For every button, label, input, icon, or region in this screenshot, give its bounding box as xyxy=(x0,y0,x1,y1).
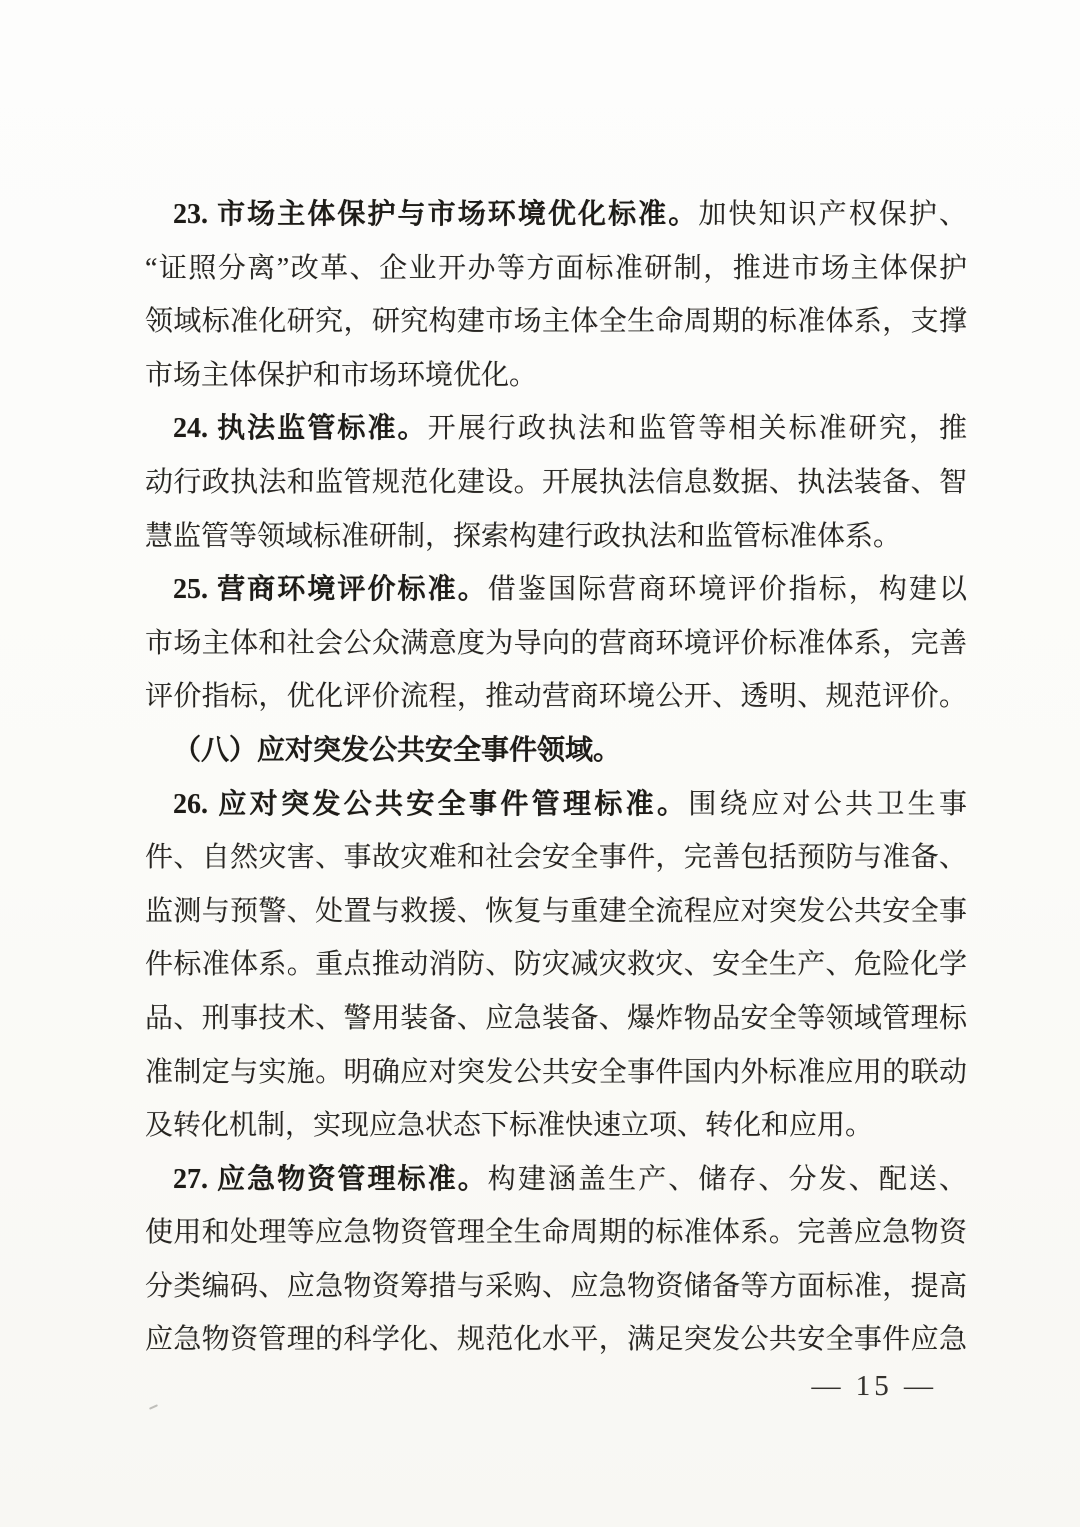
paragraph-text: 品、刑事技术、警用装备、应急装备、爆炸物品安全等领域管理标 xyxy=(145,1002,967,1034)
paragraph-text: “证照分离”改革、企业开办等方面标准研制，推进市场主体保护 xyxy=(145,252,967,284)
paragraph-text: 准制定与实施。明确应对突发公共安全事件国内外标准应用的联动 xyxy=(145,1056,967,1088)
paragraph-text: 市场主体保护和市场环境优化。 xyxy=(145,359,538,391)
paragraph-item-24 xyxy=(145,402,967,563)
paragraph-text: 动行政执法和监管规范化建设。开展执法信息数据、执法装备、智 xyxy=(145,466,967,498)
paragraph-heading: 23. 市场主体保护与市场环境优化标准。 xyxy=(173,199,699,230)
paragraph-text: 市场主体和社会公众满意度为导向的营商环境评价标准体系，完善 xyxy=(145,627,967,659)
text-line xyxy=(145,349,967,403)
paragraph-heading: （八）应对突发公共安全事件领域。 xyxy=(173,734,622,766)
paragraph-item-26 xyxy=(145,778,967,1153)
text-line xyxy=(145,1313,967,1367)
paragraph-text: 件标准体系。重点推动消防、防灾减灾救灾、安全生产、危险化学 xyxy=(145,949,967,981)
text-line xyxy=(145,938,967,992)
text-line xyxy=(145,510,967,564)
paragraph-text: 慧监管等领域标准研制，探索构建行政执法和监管标准体系。 xyxy=(145,520,902,552)
paragraph-text: 应急物资管理的科学化、规范化水平，满足突发公共安全事件应急 xyxy=(145,1324,967,1356)
text-line xyxy=(145,778,967,832)
paragraph-text: 加快知识产权保护、 xyxy=(698,199,967,230)
text-line xyxy=(145,456,967,510)
text-line xyxy=(145,242,967,296)
text-line xyxy=(145,670,967,724)
paragraph-text: 开展行政执法和监管等相关标准研究，推 xyxy=(427,413,967,445)
paragraph-text: 评价指标，优化评价流程，推动营商环境公开、透明、规范评价。 xyxy=(145,681,967,713)
text-line xyxy=(145,1260,967,1314)
paragraph-item-25 xyxy=(145,563,967,724)
paragraph-heading: 25. 营商环境评价标准。 xyxy=(173,574,488,606)
paragraph-text: 件、自然灾害、事故灾难和社会安全事件，完善包括预防与准备、 xyxy=(145,842,967,874)
text-line xyxy=(145,831,967,885)
text-line xyxy=(145,295,967,349)
text-line xyxy=(145,188,967,242)
paragraph-heading: 26. 应对突发公共安全事件管理标准。 xyxy=(173,788,689,820)
paragraph-text: 使用和处理等应急物资管理全生命周期的标准体系。完善应急物资 xyxy=(145,1217,967,1249)
page-number: — 15 — xyxy=(811,1370,937,1402)
paragraph-section-8-heading xyxy=(145,724,967,778)
paragraph-item-23 xyxy=(145,188,967,402)
paragraph-text: 分类编码、应急物资筹措与采购、应急物资储备等方面标准，提高 xyxy=(145,1270,967,1302)
text-line xyxy=(145,563,967,617)
scan-artifact-mark xyxy=(149,1404,158,1409)
paragraph-text: 及转化机制，实现应急状态下标准快速立项、转化和应用。 xyxy=(145,1110,874,1142)
paragraph-text: 领域标准化研究，研究构建市场主体全生命周期的标准体系，支撑 xyxy=(145,306,967,338)
paragraph-text: 监测与预警、处置与救援、恢复与重建全流程应对突发公共安全事 xyxy=(145,895,967,927)
paragraph-text: 借鉴国际营商环境评价指标，构建以 xyxy=(487,574,967,606)
paragraph-heading: 27. 应急物资管理标准。 xyxy=(173,1163,488,1195)
text-line xyxy=(145,1046,967,1100)
text-line xyxy=(145,992,967,1046)
text-line xyxy=(145,885,967,939)
paragraph-heading: 24. 执法监管标准。 xyxy=(173,413,428,445)
paragraph-item-27 xyxy=(145,1153,967,1367)
text-line xyxy=(145,1099,967,1153)
paragraph-text: 构建涵盖生产、储存、分发、配送、 xyxy=(487,1163,967,1195)
text-line xyxy=(145,617,967,671)
text-line xyxy=(145,402,967,456)
text-line xyxy=(145,1153,967,1207)
paragraph-text: 围绕应对公共卫生事 xyxy=(688,788,967,820)
text-line xyxy=(145,1206,967,1260)
text-line xyxy=(145,724,967,778)
document-body xyxy=(145,188,967,1367)
